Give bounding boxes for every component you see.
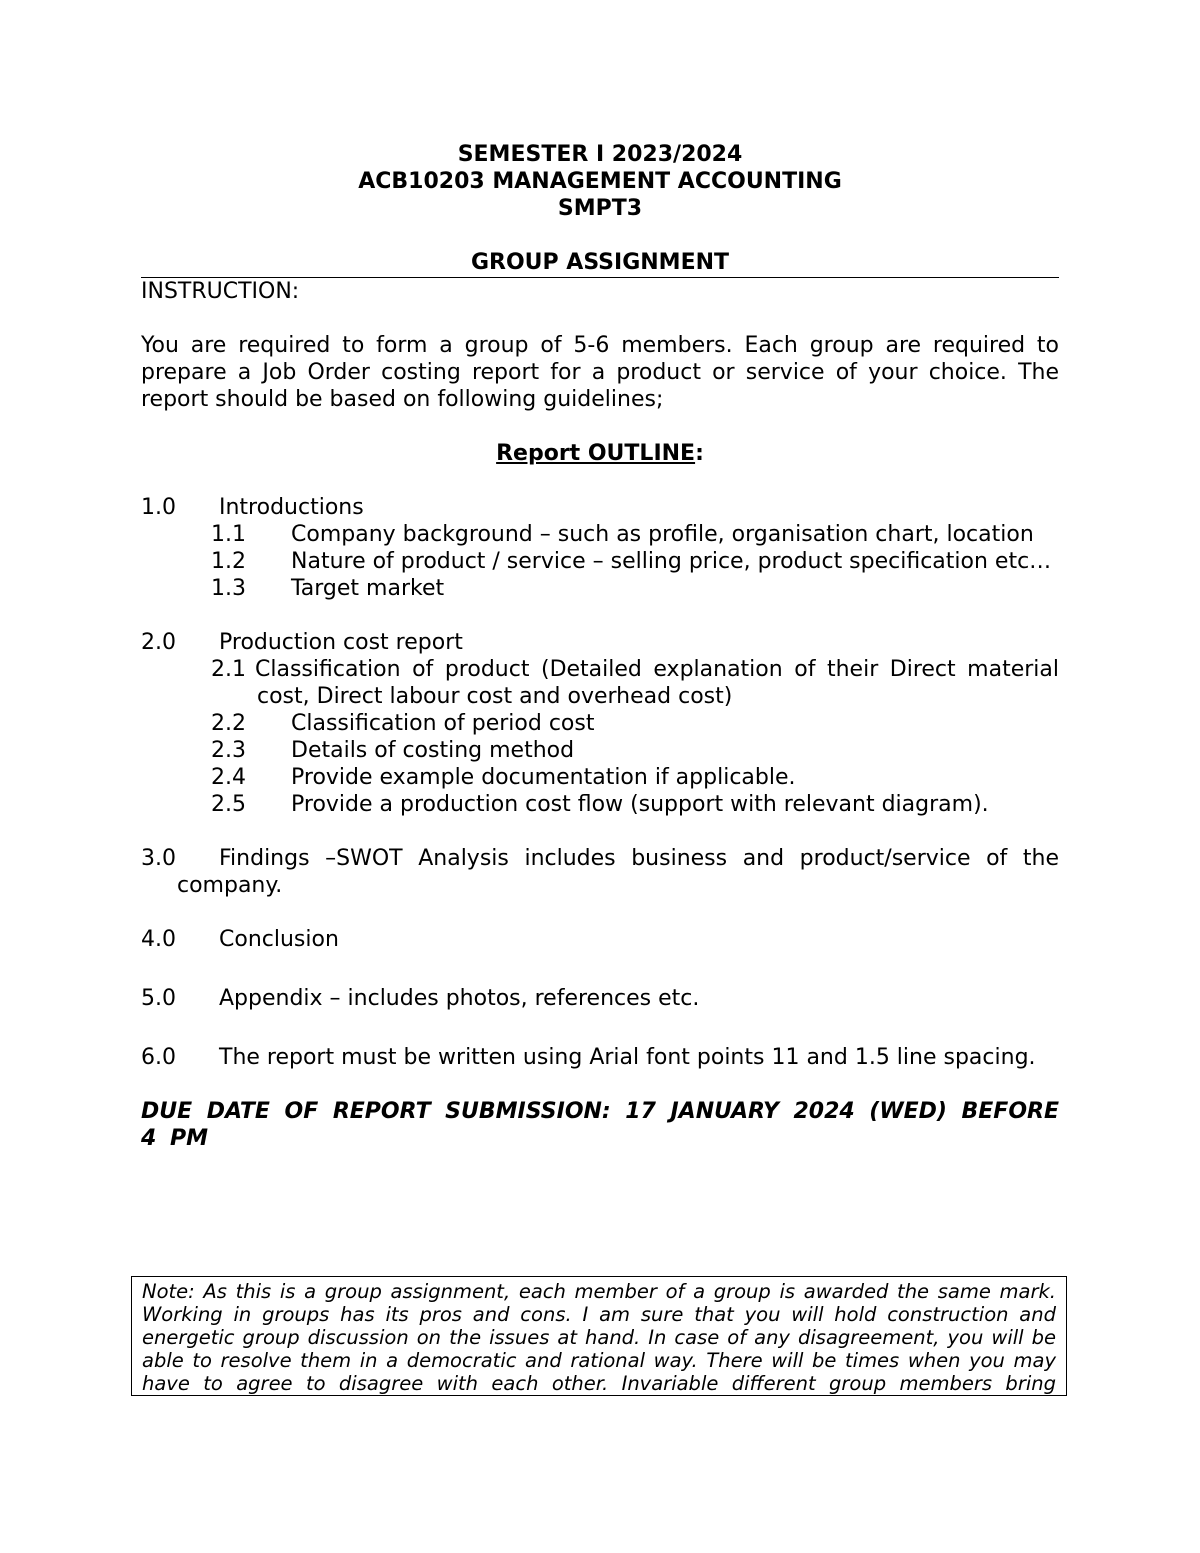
subsection-text: Provide example documentation if applicable. (291, 765, 796, 790)
section-number: 3.0 (141, 846, 176, 871)
subsection-number: 2.3 (211, 738, 246, 763)
section-number: 1.0 (141, 495, 176, 520)
section-number: 6.0 (141, 1045, 176, 1070)
outline-section-6 (141, 1044, 1059, 1071)
section-title: The report must be written using Arial font points 11 and 1.5 line spacing. (219, 1045, 1036, 1070)
subsection-number: 2.5 (211, 792, 246, 817)
subsection-number: 1.2 (211, 549, 246, 574)
subsection-number: 2.1 (211, 657, 246, 682)
section-title: Introductions (219, 495, 364, 520)
subsection-1-2 (141, 548, 1059, 575)
subsection-1-3 (141, 575, 1059, 602)
instruction-text: You are required to form a group of 5-6 members. Each group are required to prepare a Job Order costing report for a product or service of your choice. The report should be based on following guidelines; (141, 333, 1059, 412)
outline-section-3 (141, 845, 1059, 899)
outline-section-1 (141, 494, 1059, 602)
outline-section-4 (141, 926, 1059, 953)
subsection-text: Classification of product (Detailed explanation of their Direct material cost, Direct labour cost and overhead cost) (255, 657, 1059, 709)
subsection-text: Provide a production cost flow (support with relevant diagram). (291, 792, 989, 817)
subsection-number: 1.3 (211, 576, 246, 601)
section-title: Appendix – includes photos, references etc. (219, 986, 700, 1011)
instruction-label: INSTRUCTION: (141, 279, 300, 304)
report-outline-title (141, 440, 1059, 467)
subsection-text: Classification of period cost (291, 711, 595, 736)
subsection-1-1 (141, 521, 1059, 548)
document-body (141, 141, 1059, 1152)
subsection-2-1 (141, 656, 1059, 710)
section-title: Findings –SWOT Analysis includes business and product/service of the company. (177, 846, 1059, 898)
section-number: 4.0 (141, 927, 176, 952)
subsection-text: Company background – such as profile, organisation chart, location (291, 522, 1034, 547)
subsection-2-4 (141, 764, 1059, 791)
subsection-2-5 (141, 791, 1059, 818)
section-number: 5.0 (141, 986, 176, 1011)
program-heading: SMPT3 (557, 196, 643, 221)
subsection-text: Nature of product / service – selling price, product specification etc… (291, 549, 1052, 574)
section-number: 2.0 (141, 630, 176, 655)
subsection-2-3 (141, 737, 1059, 764)
due-date-notice: DUE DATE OF REPORT SUBMISSION: 17 JANUARY 2024 (WED) BEFORE 4 PM (141, 1099, 1059, 1151)
section-title: Conclusion (219, 927, 339, 952)
report-outline-title-text: Report OUTLINE (496, 441, 696, 466)
subsection-text: Details of costing method (291, 738, 575, 763)
subsection-number: 1.1 (211, 522, 246, 547)
outline-section-2 (141, 629, 1059, 818)
semester-heading: SEMESTER I 2023/2024 (457, 142, 743, 167)
subsection-text: Target market (291, 576, 445, 601)
outline-section-5 (141, 985, 1059, 1012)
subsection-number: 2.4 (211, 765, 246, 790)
subsection-number: 2.2 (211, 711, 246, 736)
course-heading: ACB10203 MANAGEMENT ACCOUNTING (358, 169, 842, 194)
note-box: Note: As this is a group assignment, each member of a group is awarded the same mark. Working in groups has its pros and cons. I am sure that you will hold construction and energetic group discussion on the issues at hand. In case of any disagreement, you will be able to resolve them in a democratic and rational way. There will be times when you may have to agree to disagree with each other. Invariable different group members bring (131, 1276, 1067, 1396)
report-outline-colon: : (695, 441, 704, 466)
section-title: Production cost report (219, 630, 463, 655)
assignment-title: GROUP ASSIGNMENT (141, 249, 1059, 278)
subsection-2-2 (141, 710, 1059, 737)
